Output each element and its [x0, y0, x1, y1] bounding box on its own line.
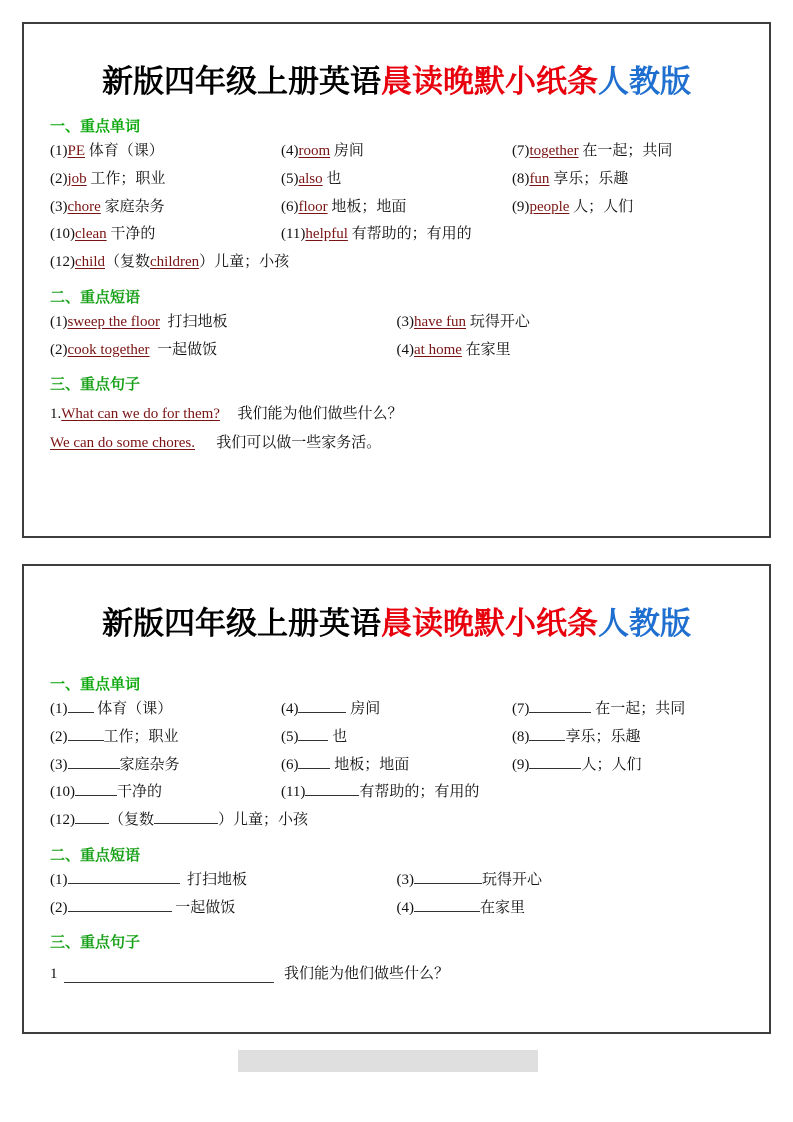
- table-row: [50, 253, 743, 272]
- sentence-chinese: 我们能为他们做些什么？: [237, 406, 403, 423]
- section-heading-phrases-2: 二、重点短语: [50, 847, 141, 864]
- word-chinese: 在一起；共同: [582, 143, 673, 159]
- word-entry: [50, 170, 281, 189]
- sentence-entry: [50, 431, 743, 452]
- title-part-blue: 人教版: [598, 606, 691, 642]
- word-english: PE: [67, 143, 86, 159]
- table-row: [50, 700, 743, 719]
- phrase-number: (1): [50, 871, 68, 888]
- word-blank-entry: [50, 811, 743, 830]
- word-chinese: 有帮助的；有用的: [351, 226, 472, 243]
- section-heading-sentences: 三、重点句子: [50, 377, 141, 394]
- phrase-chinese: 在家里: [480, 899, 526, 916]
- phrase-number: (2): [50, 341, 68, 358]
- word-chinese: 家庭杂务: [119, 756, 180, 773]
- word-english: chore: [67, 198, 101, 215]
- word-chinese: 地板；地面: [334, 756, 410, 773]
- word-entry: [512, 170, 743, 189]
- phrase-entry: [50, 341, 397, 360]
- word-entry: [281, 198, 512, 217]
- sentence-number: 1.: [50, 406, 62, 423]
- word-english: also: [298, 170, 323, 187]
- answer-phrases-list: [50, 313, 743, 360]
- table-row: [50, 899, 743, 918]
- word-number: (10): [50, 226, 75, 243]
- word-english: room: [298, 143, 331, 159]
- answer-blank[interactable]: [298, 740, 328, 741]
- table-row: [50, 198, 743, 217]
- word-blank-entry: [281, 783, 743, 802]
- section-heading-words: 一、重点单词: [50, 119, 141, 135]
- table-row: [50, 783, 743, 802]
- word-chinese: 工作；职业: [103, 728, 179, 745]
- word-number: (10): [50, 784, 75, 801]
- title-part-red: 晨读晚默小纸条: [381, 64, 598, 100]
- word-number: (6): [280, 198, 299, 215]
- word-number: (9): [511, 198, 530, 215]
- word-chinese: 干净的: [110, 226, 156, 243]
- word-chinese: 在一起；共同: [595, 701, 686, 717]
- word-number: (11): [280, 226, 306, 243]
- word-number: (7): [511, 143, 530, 159]
- word-chinese: 也: [332, 728, 348, 745]
- word-chinese: ）儿童；小孩: [199, 254, 290, 270]
- word-number: (3): [50, 198, 68, 215]
- word-blank-entry: [50, 756, 281, 775]
- phrase-entry: [397, 313, 744, 332]
- word-entry: [50, 253, 743, 272]
- answer-blank[interactable]: [64, 967, 274, 983]
- answer-blank[interactable]: [414, 911, 480, 912]
- word-entry: [50, 198, 281, 217]
- word-chinese: 享乐；乐趣: [553, 170, 629, 187]
- word-blank-entry: [281, 700, 512, 719]
- word-english: floor: [298, 198, 328, 215]
- word-blank-entry: [281, 756, 512, 775]
- table-row: [50, 225, 743, 244]
- word-entry: [512, 198, 743, 217]
- phrase-chinese: 在家里: [465, 341, 511, 358]
- phrase-entry: [397, 341, 744, 360]
- phrase-number: (4): [396, 341, 414, 358]
- watermark-bar: [238, 1050, 538, 1072]
- phrase-english: cook together: [67, 341, 150, 358]
- word-number: (7): [511, 701, 530, 717]
- word-blank-entry: [512, 728, 743, 747]
- sentence-english: What can we do for them?: [61, 406, 220, 423]
- answer-blank[interactable]: [68, 740, 104, 741]
- word-plural-form: children: [150, 254, 200, 270]
- word-english: job: [67, 170, 87, 187]
- word-number: (11): [280, 784, 306, 801]
- title-part-red: 晨读晚默小纸条: [381, 606, 598, 642]
- word-chinese: 体育（课）: [88, 143, 164, 159]
- word-blank-entry: [50, 728, 281, 747]
- answer-blank[interactable]: [68, 911, 172, 912]
- word-chinese: 也: [326, 170, 342, 187]
- word-number: (2): [50, 728, 68, 745]
- word-blank-entry: [512, 700, 743, 719]
- word-number: (6): [280, 756, 299, 773]
- phrase-number: (3): [396, 871, 414, 888]
- word-chinese: 家庭杂务: [104, 198, 165, 215]
- table-row: [50, 871, 743, 890]
- table-row: [50, 728, 743, 747]
- word-chinese: 房间: [333, 143, 364, 159]
- answer-words-list: [50, 142, 743, 272]
- table-row: [50, 341, 743, 360]
- word-number: (9): [511, 756, 530, 773]
- word-chinese: 工作；职业: [90, 170, 166, 187]
- phrase-blank-entry: [50, 899, 397, 918]
- phrase-entry: [50, 313, 397, 332]
- word-entry: [50, 225, 281, 244]
- phrase-chinese: 玩得开心: [482, 871, 543, 888]
- phrase-blank-entry: [397, 871, 744, 890]
- word-number: (8): [511, 170, 530, 187]
- sentence-entry: [50, 402, 743, 423]
- page-title-2: [50, 598, 743, 643]
- word-number: (2): [50, 170, 68, 187]
- word-number: (1): [50, 143, 68, 159]
- word-number: (5): [280, 170, 299, 187]
- word-entry: [281, 142, 512, 161]
- word-plural-prefix: （复数: [105, 254, 151, 270]
- phrase-chinese: 一起做饭: [157, 341, 218, 358]
- word-chinese: 地板；地面: [331, 198, 407, 215]
- section-heading-words-2: 一、重点单词: [50, 677, 141, 693]
- word-number: (5): [280, 728, 299, 745]
- blank-words-list: [50, 700, 743, 830]
- word-number: (12): [50, 812, 75, 828]
- page-title: [50, 56, 743, 101]
- title-part-black: 新版四年级上册英语: [102, 64, 381, 100]
- word-chinese: 有帮助的；有用的: [359, 784, 480, 801]
- phrase-number: (2): [50, 899, 68, 916]
- word-number: (8): [511, 728, 530, 745]
- table-row: [50, 756, 743, 775]
- sentence-number: 1: [50, 966, 58, 983]
- answer-card: [22, 22, 771, 538]
- word-number: (4): [280, 701, 299, 717]
- table-row: [50, 170, 743, 189]
- word-number: (12): [50, 254, 75, 270]
- answer-blank[interactable]: [414, 883, 482, 884]
- phrase-blank-entry: [397, 899, 744, 918]
- word-number: (1): [50, 701, 68, 717]
- word-english: clean: [75, 226, 107, 243]
- word-english: together: [529, 143, 579, 159]
- word-chinese: 房间: [350, 701, 381, 717]
- section-heading-phrases: 二、重点短语: [50, 289, 141, 306]
- phrase-chinese: 一起做饭: [175, 899, 236, 916]
- answer-blank[interactable]: [68, 883, 180, 884]
- word-english: fun: [529, 170, 550, 187]
- word-chinese: 人；人们: [573, 198, 634, 215]
- word-english: people: [529, 198, 570, 215]
- word-chinese: 人；人们: [581, 756, 642, 773]
- answer-blank[interactable]: [529, 740, 565, 741]
- answer-blank[interactable]: [68, 712, 94, 713]
- sentence-chinese: 我们可以做一些家务活。: [216, 435, 382, 452]
- word-blank-entry: [281, 728, 512, 747]
- table-row: [50, 811, 743, 830]
- phrase-chinese: 打扫地板: [187, 871, 248, 888]
- answer-blank[interactable]: [75, 795, 117, 796]
- word-blank-entry: [50, 700, 281, 719]
- sentence-blank-entry: [50, 962, 743, 983]
- answer-blank[interactable]: [298, 768, 330, 769]
- blank-card: [22, 564, 771, 1034]
- word-blank-entry: [50, 783, 281, 802]
- answer-blank[interactable]: [529, 712, 591, 713]
- word-chinese: ）儿童；小孩: [218, 812, 309, 828]
- blank-phrases-list: [50, 871, 743, 918]
- answer-blank[interactable]: [68, 768, 120, 769]
- answer-blank[interactable]: [154, 823, 218, 824]
- word-plural-prefix: （复数: [109, 812, 155, 828]
- sentence-chinese: 我们能为他们做些什么？: [284, 966, 450, 983]
- word-number: (3): [50, 756, 68, 773]
- phrase-number: (3): [396, 313, 414, 330]
- word-chinese: 干净的: [117, 784, 163, 801]
- word-chinese: 体育（课）: [97, 701, 173, 717]
- table-row: [50, 142, 743, 161]
- answer-blank[interactable]: [305, 795, 359, 796]
- phrase-number: (1): [50, 313, 68, 330]
- sentence-english: We can do some chores.: [50, 435, 195, 452]
- phrase-blank-entry: [50, 871, 397, 890]
- word-entry: [512, 142, 743, 161]
- phrase-english: at home: [414, 341, 462, 358]
- word-blank-entry: [512, 756, 743, 775]
- answer-blank[interactable]: [529, 768, 581, 769]
- phrase-english: sweep the floor: [67, 313, 160, 330]
- title-part-black: 新版四年级上册英语: [102, 606, 381, 642]
- word-english: child: [75, 254, 105, 270]
- word-entry: [281, 170, 512, 189]
- phrase-chinese: 玩得开心: [469, 313, 530, 330]
- phrase-chinese: 打扫地板: [167, 313, 228, 330]
- phrase-english: have fun: [414, 313, 467, 330]
- phrase-number: (4): [396, 899, 414, 916]
- word-chinese: 享乐；乐趣: [565, 728, 641, 745]
- table-row: [50, 313, 743, 332]
- answer-blank[interactable]: [298, 712, 346, 713]
- word-number: (4): [280, 143, 299, 159]
- title-part-blue: 人教版: [598, 64, 691, 100]
- section-heading-sentences-2: 三、重点句子: [50, 935, 141, 952]
- word-english: helpful: [305, 226, 348, 243]
- word-entry: [281, 225, 743, 244]
- answer-blank[interactable]: [75, 823, 109, 824]
- word-entry: [50, 142, 281, 161]
